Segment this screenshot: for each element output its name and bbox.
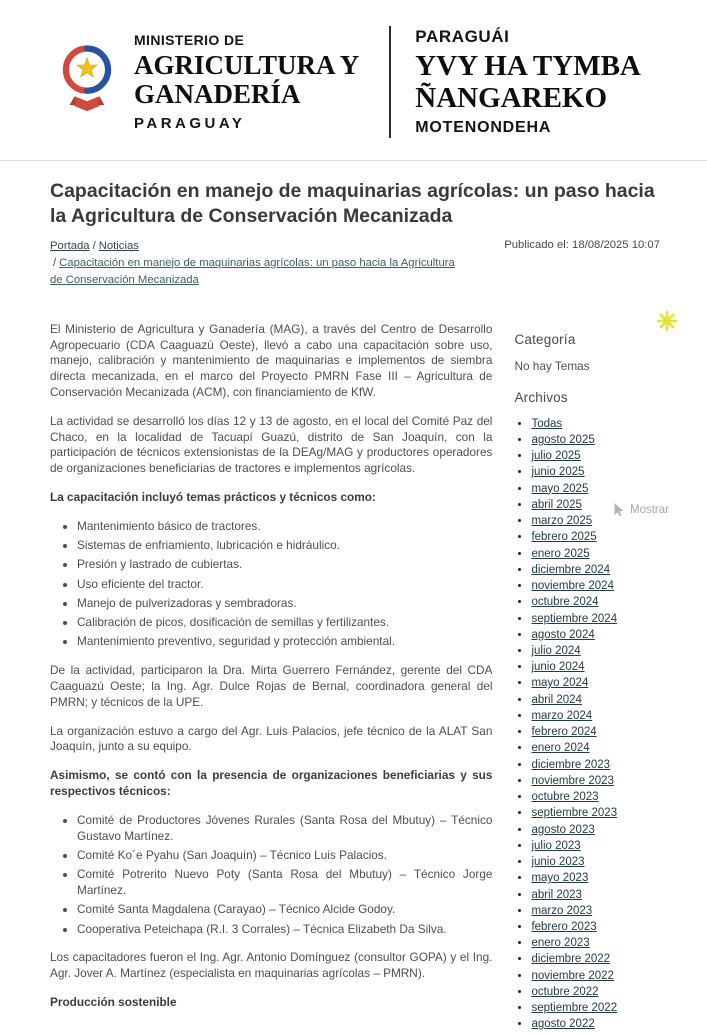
- footer-heading: Producción sostenible: [50, 995, 177, 1010]
- archive-item: [531, 970, 660, 983]
- list-item: • Comité de Productores Jóvenes Rurales (Santa Rosa del Mbutuy) – Técnico Gustavo Martínez.: [77, 813, 492, 845]
- mostrar-tooltip: [610, 500, 672, 519]
- archive-item: [531, 889, 660, 902]
- list-item: • Comité Santa Magdalena (Carayao) – Técnico Alcide Godoy.: [77, 902, 492, 918]
- archive-link[interactable]: Todas: [531, 417, 563, 430]
- archive-link[interactable]: octubre 2023: [531, 791, 599, 804]
- archive-link[interactable]: agosto 2024: [531, 628, 595, 641]
- archive-item: [531, 645, 660, 658]
- archives-title: Archivos: [514, 389, 568, 405]
- accessibility-asterisk-icon: [656, 310, 678, 332]
- guarani-line-3: ÑANGAREKO: [415, 81, 608, 114]
- archive-link[interactable]: julio 2025: [531, 450, 581, 463]
- breadcrumb-separator: /: [53, 256, 57, 269]
- archive-link[interactable]: marzo 2023: [531, 904, 593, 917]
- archive-item: [531, 661, 660, 674]
- archive-item: [531, 483, 660, 496]
- archive-item: [531, 937, 660, 950]
- guarani-line-1: PARAGUÁI: [415, 26, 510, 46]
- archive-link[interactable]: mayo 2024: [531, 677, 589, 690]
- archive-link[interactable]: marzo 2024: [531, 709, 593, 722]
- topics-list: [50, 519, 492, 651]
- archive-link[interactable]: abril 2025: [531, 498, 582, 511]
- archive-link[interactable]: diciembre 2022: [531, 953, 611, 966]
- accessibility-widget-button[interactable]: [656, 310, 678, 332]
- archive-link[interactable]: septiembre 2022: [531, 1002, 618, 1015]
- archive-item: [531, 986, 660, 999]
- archive-link[interactable]: enero 2025: [531, 547, 590, 560]
- article-body: [50, 322, 492, 1035]
- archive-item: [531, 742, 660, 755]
- guarani-line-4: MOTENONDEHA: [415, 119, 552, 137]
- list-item: • Mantenimiento preventivo, seguridad y protección ambiental.: [77, 634, 492, 650]
- archive-link[interactable]: junio 2024: [531, 661, 585, 674]
- archive-link[interactable]: septiembre 2023: [531, 807, 618, 820]
- archive-link[interactable]: mayo 2025: [531, 482, 589, 495]
- archive-link[interactable]: diciembre 2024: [531, 563, 611, 576]
- breadcrumb-separator: /: [92, 239, 96, 252]
- page-title: Capacitación en manejo de maquinarias agrícolas: un paso hacia la Agricultura de Conservación Mecanizada: [50, 180, 655, 227]
- archive-item: [531, 856, 660, 869]
- ministry-line-2: AGRICULTURA Y: [134, 50, 360, 81]
- archive-item: [531, 629, 660, 642]
- archive-link[interactable]: octubre 2024: [531, 596, 599, 609]
- archive-item: [531, 548, 660, 561]
- archive-item: [531, 840, 660, 853]
- list-item: • Manejo de pulverizadoras y sembradoras.: [77, 596, 492, 612]
- content-columns: [50, 322, 660, 1035]
- list-item: • Calibración de picos, dosificación de semillas y fertilizantes.: [77, 615, 492, 631]
- list-item: • Mantenimiento básico de tractores.: [77, 519, 492, 535]
- archive-item: [531, 710, 660, 723]
- archive-link[interactable]: abril 2023: [531, 888, 582, 901]
- breadcrumb: [50, 238, 470, 289]
- archive-link[interactable]: noviembre 2023: [531, 774, 614, 787]
- archive-link[interactable]: diciembre 2023: [531, 758, 611, 771]
- archive-link[interactable]: julio 2023: [531, 839, 581, 852]
- archive-link[interactable]: junio 2025: [531, 466, 585, 479]
- archive-link[interactable]: febrero 2024: [531, 726, 597, 739]
- archive-item: [531, 466, 660, 479]
- archive-item: [531, 531, 660, 544]
- paragraph: Los capacitadores fueron el Ing. Agr. Antonio Domínguez (consultor GOPA) y el Ing. Agr. Jover A. Martínez (especialista en maquinarias agrícolas – PMRN).: [50, 950, 493, 981]
- ministry-wordmark: [134, 32, 359, 131]
- guarani-wordmark: [415, 27, 641, 138]
- cursor-icon: [613, 502, 626, 517]
- list-item: • Uso eficiente del tractor.: [77, 577, 492, 593]
- guarani-line-2: YVY HA TYMBA: [415, 49, 641, 82]
- archive-item: [531, 775, 660, 788]
- category-empty-label: No hay Temas: [514, 358, 590, 373]
- archive-item: [531, 953, 660, 966]
- archive-link[interactable]: agosto 2023: [531, 823, 595, 836]
- archive-item: [531, 1002, 660, 1015]
- archive-item: [531, 434, 660, 447]
- archive-item: [531, 694, 660, 707]
- archive-item: [531, 1018, 660, 1031]
- list-item: • Comité Ko´e Pyahu (San Joaquín) – Técnico Luis Palacios.: [77, 848, 492, 864]
- sidebar: [514, 322, 660, 1035]
- paragraph: La actividad se desarrolló los días 12 y 13 de agosto, en el local del Comité Paz del Chaco, en la localidad de Tacuapí Guazú, distrito de San Joaquín, con la participación de técnicos extensionistas de la DEAg/MAG y productores operadores de organizaciones beneficiarias de tractores e implementos agrícolas.: [50, 413, 493, 476]
- archive-item: [531, 872, 660, 885]
- ministry-line-1: MINISTERIO DE: [134, 32, 245, 49]
- archive-link[interactable]: agosto 2025: [531, 433, 595, 446]
- topics-heading: La capacitación incluyó temas prácticos y técnicos como:: [50, 489, 376, 504]
- list-item: • Comité Potrerito Nuevo Poty (Santa Rosa del Mbutuy) – Técnico Jorge Martínez.: [77, 867, 492, 899]
- article-meta-row: [50, 238, 660, 289]
- archive-item: [531, 726, 660, 739]
- coat-of-arms-icon: [56, 34, 118, 130]
- site-header: [0, 0, 707, 161]
- mostrar-label: Mostrar: [630, 503, 669, 516]
- organizations-list: [50, 813, 492, 938]
- breadcrumb-current: Capacitación en manejo de maquinarias agrícolas: un paso hacia la Agricultura de Conservación Mecanizada: [50, 256, 455, 286]
- archive-link[interactable]: noviembre 2024: [531, 580, 614, 593]
- main-content: [0, 161, 707, 1035]
- category-title: Categoría: [514, 331, 576, 347]
- archive-item: [531, 418, 660, 431]
- list-item: • Cooperativa Peteichapa (R.I. 3 Corrales) – Técnica Elizabeth Da Silva.: [77, 922, 492, 938]
- archive-item: [531, 564, 660, 577]
- archive-link[interactable]: septiembre 2024: [531, 612, 618, 625]
- archive-link[interactable]: junio 2023: [531, 856, 585, 869]
- archive-item: [531, 677, 660, 690]
- breadcrumb-noticias-link[interactable]: Noticias: [98, 239, 139, 252]
- paragraph: De la actividad, participaron la Dra. Mirta Guerrero Fernández, gerente del CDA Caaguazú Oeste; la Ing. Agr. Dulce Rojas de Bernal, coordinadora general del PMRN; y técnicos de la UPE.: [50, 663, 493, 709]
- archive-item: [531, 921, 660, 934]
- archive-item: [531, 807, 660, 820]
- archive-link[interactable]: octubre 2022: [531, 985, 599, 998]
- ministry-line-3: GANADERÍA: [134, 79, 301, 109]
- archive-link[interactable]: marzo 2025: [531, 515, 593, 528]
- list-item: • Presión y lastrado de cubiertas.: [77, 557, 492, 573]
- archive-item: [531, 824, 660, 837]
- archive-link[interactable]: febrero 2025: [531, 531, 597, 544]
- archive-item: [531, 596, 660, 609]
- organizations-heading: Asimismo, se contó con la presencia de organizaciones beneficiarias y sus respectivos técnicos:: [50, 768, 493, 799]
- header-divider: [389, 26, 391, 138]
- archive-link[interactable]: febrero 2023: [531, 920, 597, 933]
- mag-logo: [56, 32, 359, 131]
- published-date: Publicado el: 18/08/2025 10:07: [504, 238, 660, 251]
- archive-item: [531, 791, 660, 804]
- paragraph: El Ministerio de Agricultura y Ganadería (MAG), a través del Centro de Desarrollo Agropecuario (CDA Caaguazú Oeste), llevó a cabo una capacitación sobre uso, manejo, calibración y mantenimiento de maquinarias e implementos de siembra directa mecanizada, en el marco del Proyecto PMRN Fase III – Agricultura de Conservación Mecanizada (ACM), con financiamiento de KfW.: [50, 321, 493, 399]
- archive-link[interactable]: julio 2024: [531, 645, 581, 657]
- archive-link[interactable]: enero 2024: [531, 742, 590, 755]
- archive-item: [531, 450, 660, 463]
- paragraph: La organización estuvo a cargo del Agr. Luis Palacios, jefe técnico de la ALAT San Joaquín, junto a su equipo.: [50, 723, 493, 754]
- list-item: • Sistemas de enfriamiento, lubricación e hidráulico.: [77, 538, 492, 554]
- archive-link[interactable]: noviembre 2022: [531, 969, 614, 982]
- archive-item: [531, 580, 660, 593]
- archive-link[interactable]: abril 2024: [531, 693, 582, 706]
- archive-link[interactable]: enero 2023: [531, 937, 590, 950]
- archive-link[interactable]: agosto 2022: [531, 1018, 595, 1031]
- archive-item: [531, 613, 660, 626]
- archive-link[interactable]: mayo 2023: [531, 872, 589, 885]
- ministry-country: PARAGUAY: [134, 114, 246, 132]
- archive-item: [531, 905, 660, 918]
- breadcrumb-home-link[interactable]: Portada: [50, 239, 90, 252]
- archive-item: [531, 759, 660, 772]
